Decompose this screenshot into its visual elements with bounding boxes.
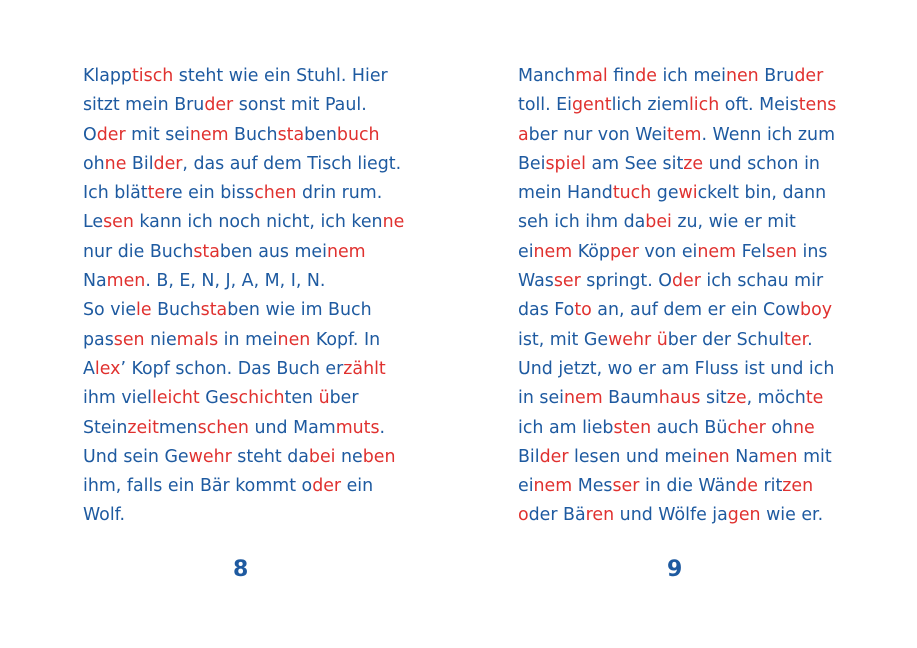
text-segment: ben aus mei bbox=[219, 241, 327, 262]
highlighted-syllable: nen bbox=[277, 329, 311, 350]
highlighted-syllable: der bbox=[204, 95, 234, 116]
highlighted-syllable: wi bbox=[678, 183, 698, 204]
text-line bbox=[83, 208, 413, 237]
text-segment: das Fo bbox=[518, 300, 575, 321]
highlighted-syllable: to bbox=[574, 300, 592, 321]
highlighted-syllable: sta bbox=[200, 300, 228, 321]
text-segment: ein bbox=[341, 476, 374, 497]
highlighted-syllable: ter bbox=[784, 329, 808, 350]
highlighted-syllable: te bbox=[147, 183, 166, 204]
highlighted-syllable: nem bbox=[533, 241, 573, 262]
text-segment: Le bbox=[83, 212, 104, 233]
text-segment: fin bbox=[607, 66, 636, 86]
text-segment: toll. Ei bbox=[518, 95, 572, 116]
text-segment: Klapp bbox=[83, 66, 132, 86]
highlighted-syllable: der bbox=[794, 66, 824, 86]
left-page-text bbox=[83, 62, 413, 531]
text-segment: und schon in bbox=[703, 153, 820, 174]
text-segment: der Bä bbox=[528, 505, 586, 526]
text-segment: ei bbox=[518, 241, 534, 262]
highlighted-syllable: ben bbox=[362, 446, 396, 467]
highlighted-syllable: nem bbox=[697, 241, 737, 262]
text-segment: ich am lieb bbox=[518, 417, 614, 438]
text-line bbox=[83, 296, 413, 325]
text-segment: re ein biss bbox=[165, 183, 255, 204]
text-line bbox=[518, 443, 848, 472]
text-segment: Kopf. In bbox=[310, 329, 381, 350]
text-segment: ihm viel bbox=[83, 388, 152, 409]
highlighted-syllable: ne bbox=[382, 212, 405, 233]
text-segment: springt. O bbox=[580, 271, 672, 292]
text-line bbox=[83, 150, 413, 179]
text-segment: Und jetzt, wo er am Fluss ist und ich bbox=[518, 358, 835, 379]
text-segment: , das auf dem Tisch liegt. bbox=[182, 153, 402, 174]
right-page-text bbox=[518, 62, 848, 531]
text-line bbox=[518, 326, 848, 355]
highlighted-syllable: der bbox=[153, 153, 183, 174]
highlighted-syllable: bei bbox=[308, 446, 336, 467]
text-segment: lesen und mei bbox=[568, 446, 697, 467]
text-segment: Was bbox=[518, 271, 554, 292]
highlighted-syllable: a bbox=[518, 124, 529, 145]
highlighted-syllable: te bbox=[805, 388, 824, 409]
highlighted-syllable: ren bbox=[585, 505, 615, 526]
highlighted-syllable: lex bbox=[94, 358, 121, 379]
highlighted-syllable: haus bbox=[658, 388, 701, 409]
text-segment: und Wölfe ja bbox=[614, 505, 728, 526]
text-segment: . bbox=[807, 329, 813, 350]
highlighted-syllable: tem bbox=[667, 124, 702, 145]
highlighted-syllable: nem bbox=[189, 124, 229, 145]
text-line bbox=[518, 150, 848, 179]
text-segment: Und sein Ge bbox=[83, 446, 189, 467]
text-segment: ber bbox=[329, 388, 359, 409]
text-segment: in mei bbox=[218, 329, 278, 350]
highlighted-syllable: ze bbox=[683, 153, 704, 174]
text-line bbox=[518, 501, 848, 530]
text-segment: ber der Schul bbox=[667, 329, 785, 350]
text-line bbox=[83, 121, 413, 150]
text-segment: sit bbox=[700, 388, 727, 409]
text-line bbox=[518, 472, 848, 501]
text-line bbox=[518, 384, 848, 413]
text-segment: . B, E, N, J, A, M, I, N. bbox=[145, 271, 326, 292]
text-line bbox=[83, 179, 413, 208]
text-line bbox=[518, 208, 848, 237]
highlighted-syllable: ze bbox=[726, 388, 747, 409]
text-segment: pas bbox=[83, 329, 114, 350]
text-line bbox=[83, 91, 413, 120]
text-segment: Baum bbox=[602, 388, 659, 409]
text-segment: und Mam bbox=[248, 417, 336, 438]
text-line bbox=[518, 62, 848, 91]
highlighted-syllable: chen bbox=[254, 183, 297, 204]
text-segment: zu, wie er mit bbox=[671, 212, 796, 233]
text-segment: oh bbox=[765, 417, 794, 438]
text-segment: mit bbox=[797, 446, 832, 467]
highlighted-syllable: der bbox=[96, 124, 126, 145]
text-segment: oh bbox=[83, 153, 105, 174]
highlighted-syllable: lich bbox=[688, 95, 720, 116]
text-line bbox=[518, 179, 848, 208]
highlighted-syllable: tisch bbox=[131, 66, 174, 86]
highlighted-syllable: nen bbox=[725, 66, 759, 86]
text-segment: ich mei bbox=[656, 66, 726, 86]
text-segment: ten bbox=[284, 388, 319, 409]
text-segment: ich schau mir bbox=[700, 271, 824, 292]
highlighted-syllable: wehr bbox=[608, 329, 652, 350]
text-line bbox=[83, 414, 413, 443]
text-segment: mit sei bbox=[125, 124, 190, 145]
text-segment: A bbox=[83, 358, 95, 379]
highlighted-syllable: schen bbox=[197, 417, 249, 438]
text-segment: Na bbox=[83, 271, 107, 292]
text-line bbox=[518, 121, 848, 150]
highlighted-syllable: gen bbox=[727, 505, 761, 526]
highlighted-syllable: nen bbox=[696, 446, 730, 467]
highlighted-syllable: mals bbox=[176, 329, 219, 350]
text-segment: Bru bbox=[758, 66, 795, 86]
highlighted-syllable: le bbox=[136, 300, 152, 321]
highlighted-syllable: der bbox=[539, 446, 569, 467]
text-line bbox=[83, 267, 413, 296]
text-segment: mein Hand bbox=[518, 183, 613, 204]
text-line bbox=[83, 326, 413, 355]
text-segment: Ich blät bbox=[83, 183, 148, 204]
highlighted-syllable: sta bbox=[193, 241, 220, 262]
highlighted-syllable: sen bbox=[113, 329, 145, 350]
text-segment: an, auf dem er ein Cow bbox=[591, 300, 801, 321]
text-segment: ben wie im Buch bbox=[227, 300, 372, 321]
text-line bbox=[83, 355, 413, 384]
highlighted-syllable: ser bbox=[612, 476, 640, 497]
text-segment: So vie bbox=[83, 300, 137, 321]
text-segment: Bil bbox=[518, 446, 540, 467]
text-segment: oft. Meis bbox=[719, 95, 799, 116]
text-line bbox=[83, 472, 413, 501]
text-segment: Mes bbox=[572, 476, 613, 497]
text-segment: sitzt mein Bru bbox=[83, 95, 205, 116]
text-line bbox=[83, 384, 413, 413]
highlighted-syllable: ü bbox=[318, 388, 330, 409]
text-segment: , möch bbox=[746, 388, 806, 409]
text-segment: ge bbox=[651, 183, 679, 204]
text-segment: nie bbox=[144, 329, 177, 350]
highlighted-syllable: der bbox=[671, 271, 701, 292]
text-line bbox=[83, 501, 413, 530]
text-segment: Bei bbox=[518, 153, 546, 174]
text-segment: von ei bbox=[638, 241, 698, 262]
text-segment: seh ich ihm da bbox=[518, 212, 646, 233]
text-line bbox=[83, 62, 413, 91]
text-segment: ins bbox=[796, 241, 828, 262]
highlighted-syllable: schich bbox=[229, 388, 285, 409]
highlighted-syllable: per bbox=[609, 241, 639, 262]
highlighted-syllable: gent bbox=[572, 95, 612, 116]
text-line bbox=[518, 91, 848, 120]
highlighted-syllable: bei bbox=[645, 212, 672, 233]
text-segment: Bil bbox=[126, 153, 154, 174]
text-segment: Stein bbox=[83, 417, 128, 438]
text-segment: Ge bbox=[199, 388, 230, 409]
highlighted-syllable: muts bbox=[335, 417, 380, 438]
highlighted-syllable: nem bbox=[563, 388, 603, 409]
highlighted-syllable: men bbox=[758, 446, 798, 467]
highlighted-syllable: boy bbox=[800, 300, 833, 321]
text-line bbox=[83, 238, 413, 267]
text-segment: Wolf. bbox=[83, 505, 126, 526]
text-line bbox=[518, 414, 848, 443]
text-segment: wie er. bbox=[760, 505, 824, 526]
text-segment: kann ich noch nicht, ich ken bbox=[133, 212, 383, 233]
text-segment: Manch bbox=[518, 66, 576, 86]
highlighted-syllable: sta bbox=[277, 124, 305, 145]
text-line bbox=[518, 267, 848, 296]
text-segment: Buch bbox=[151, 300, 201, 321]
text-segment: ber nur von Wei bbox=[528, 124, 667, 145]
text-line bbox=[518, 238, 848, 267]
highlighted-syllable: sen bbox=[103, 212, 134, 233]
page-number-right: 9 bbox=[667, 557, 683, 582]
text-line bbox=[518, 355, 848, 384]
highlighted-syllable: sen bbox=[766, 241, 797, 262]
text-segment: O bbox=[83, 124, 97, 145]
text-segment: rit bbox=[757, 476, 783, 497]
highlighted-syllable: cher bbox=[727, 417, 766, 438]
highlighted-syllable: sten bbox=[613, 417, 652, 438]
highlighted-syllable: zählt bbox=[343, 358, 386, 379]
text-segment: men bbox=[158, 417, 198, 438]
text-segment: in die Wän bbox=[639, 476, 737, 497]
text-segment: drin rum. bbox=[296, 183, 383, 204]
text-segment: ben bbox=[304, 124, 337, 145]
text-segment: Na bbox=[729, 446, 759, 467]
text-segment: sonst mit Paul. bbox=[233, 95, 367, 116]
text-segment: Köp bbox=[572, 241, 610, 262]
highlighted-syllable: de bbox=[635, 66, 657, 86]
text-line bbox=[83, 443, 413, 472]
text-segment: ist, mit Ge bbox=[518, 329, 609, 350]
text-segment: steht wie ein Stuhl. Hier bbox=[173, 66, 388, 86]
highlighted-syllable: leicht bbox=[151, 388, 200, 409]
highlighted-syllable: tuch bbox=[612, 183, 652, 204]
highlighted-syllable: zen bbox=[782, 476, 814, 497]
highlighted-syllable: mal bbox=[575, 66, 608, 86]
highlighted-syllable: tens bbox=[798, 95, 837, 116]
text-segment: ’ Kopf schon. Das Buch er bbox=[120, 358, 344, 379]
text-segment: ne bbox=[335, 446, 363, 467]
highlighted-syllable: ne bbox=[793, 417, 815, 438]
text-segment: Buch bbox=[228, 124, 278, 145]
highlighted-syllable: de bbox=[736, 476, 758, 497]
page-number-left: 8 bbox=[233, 557, 249, 582]
text-segment: . bbox=[379, 417, 386, 438]
highlighted-syllable: spiel bbox=[545, 153, 586, 174]
highlighted-syllable: zeit bbox=[127, 417, 159, 438]
text-segment: . Wenn ich zum bbox=[701, 124, 836, 145]
highlighted-syllable: men bbox=[106, 271, 146, 292]
text-segment: ihm, falls ein Bär kommt o bbox=[83, 476, 313, 497]
highlighted-syllable: ser bbox=[553, 271, 581, 292]
text-segment: nur die Buch bbox=[83, 241, 194, 262]
highlighted-syllable: der bbox=[312, 476, 342, 497]
text-line bbox=[518, 296, 848, 325]
text-segment: am See sit bbox=[585, 153, 684, 174]
highlighted-syllable: nem bbox=[533, 476, 573, 497]
highlighted-syllable: nem bbox=[326, 241, 366, 262]
highlighted-syllable: wehr bbox=[188, 446, 232, 467]
text-segment: ei bbox=[518, 476, 534, 497]
text-segment: Fel bbox=[736, 241, 767, 262]
text-segment: lich ziem bbox=[611, 95, 689, 116]
highlighted-syllable: o bbox=[518, 505, 529, 526]
text-segment: in sei bbox=[518, 388, 564, 409]
highlighted-syllable: ü bbox=[656, 329, 668, 350]
text-segment: auch Bü bbox=[651, 417, 728, 438]
highlighted-syllable: buch bbox=[336, 124, 380, 145]
highlighted-syllable: ne bbox=[104, 153, 127, 174]
text-segment: steht da bbox=[231, 446, 309, 467]
text-segment: ckelt bin, dann bbox=[697, 183, 827, 204]
